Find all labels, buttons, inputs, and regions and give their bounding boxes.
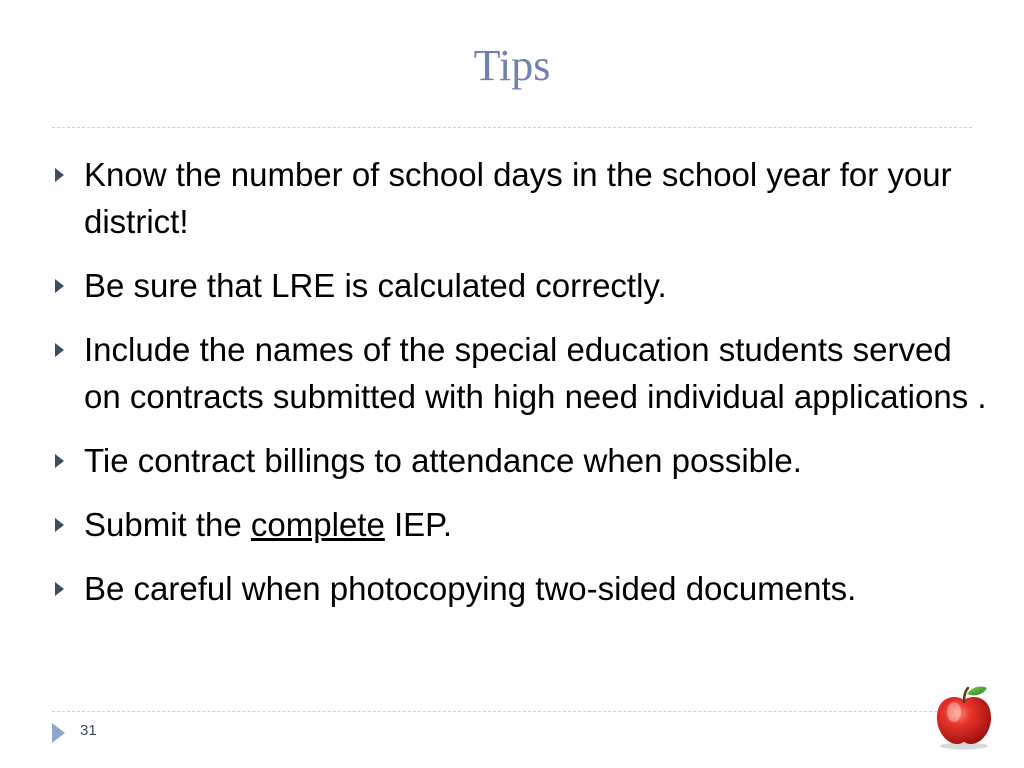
bullet-text: Include the names of the special education students served on contracts submitted with high need individual applications . xyxy=(84,331,987,415)
bullet-text: Be careful when photocopying two-sided documents. xyxy=(84,570,857,607)
apple-icon xyxy=(930,682,998,750)
bullet-text-after: IEP. xyxy=(384,506,453,543)
footer-divider xyxy=(52,711,972,712)
triangle-bullet-icon xyxy=(55,454,64,468)
slide-title: Tips xyxy=(473,41,551,90)
bullet-text: Know the number of school days in the school year for your district! xyxy=(84,156,952,240)
triangle-bullet-icon xyxy=(55,582,64,596)
bullet-item xyxy=(52,326,992,420)
triangle-bullet-icon xyxy=(55,518,64,532)
bullet-text: Be sure that LRE is calculated correctly. xyxy=(84,267,667,304)
bullet-item xyxy=(52,565,992,612)
bullet-item xyxy=(52,262,992,309)
bullet-item xyxy=(52,151,992,245)
page-number: 31 xyxy=(80,722,97,739)
triangle-bullet-icon xyxy=(55,279,64,293)
bullet-item xyxy=(52,437,992,484)
bullet-text-underlined: complete xyxy=(250,506,385,543)
bullet-text: Tie contract billings to attendance when possible. xyxy=(84,442,802,479)
title-divider xyxy=(52,127,972,128)
bullet-list xyxy=(52,151,992,629)
triangle-bullet-icon xyxy=(55,343,64,357)
triangle-bullet-icon xyxy=(55,168,64,182)
triangle-footer-icon xyxy=(52,723,65,743)
bullet-text-before: Submit the xyxy=(84,506,251,543)
bullet-item xyxy=(52,501,992,548)
